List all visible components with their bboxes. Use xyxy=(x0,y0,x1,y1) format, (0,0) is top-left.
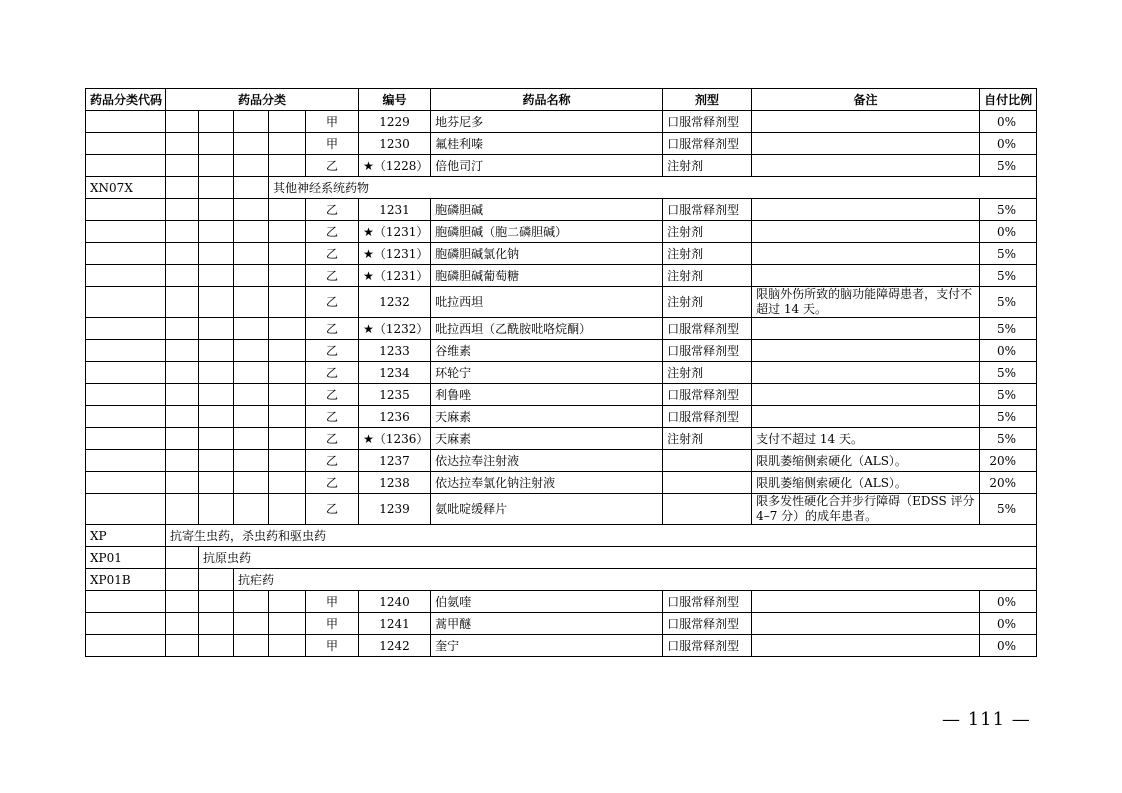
drug-number: 1238 xyxy=(359,472,431,494)
drug-class: 甲 xyxy=(306,133,359,155)
drug-number: ★（1231） xyxy=(359,243,431,265)
drug-name: 吡拉西坦 xyxy=(431,287,663,318)
empty-cell xyxy=(166,340,199,362)
drug-name: 地芬尼多 xyxy=(431,111,663,133)
empty-cell xyxy=(86,406,166,428)
drug-class: 乙 xyxy=(306,287,359,318)
empty-cell xyxy=(234,221,269,243)
empty-cell xyxy=(269,472,306,494)
empty-cell xyxy=(199,155,234,177)
drug-number: 1230 xyxy=(359,133,431,155)
drug-ratio: 0% xyxy=(980,340,1037,362)
empty-cell xyxy=(269,199,306,221)
drug-name: 胞磷胆碱 xyxy=(431,199,663,221)
category-code: XN07X xyxy=(86,177,166,199)
empty-cell xyxy=(86,221,166,243)
drug-class: 乙 xyxy=(306,221,359,243)
drug-number: 1229 xyxy=(359,111,431,133)
empty-cell xyxy=(86,635,166,657)
drug-name: 蒿甲醚 xyxy=(431,613,663,635)
drug-name: 氨吡啶缓释片 xyxy=(431,494,663,525)
category-name: 其他神经系统药物 xyxy=(269,177,1037,199)
drug-remark xyxy=(752,199,980,221)
empty-cell xyxy=(234,199,269,221)
empty-cell xyxy=(269,406,306,428)
category-name: 抗疟药 xyxy=(234,569,1037,591)
empty-cell xyxy=(234,243,269,265)
empty-cell xyxy=(269,133,306,155)
drug-name: 胞磷胆碱氯化钠 xyxy=(431,243,663,265)
drug-remark xyxy=(752,243,980,265)
drug-ratio: 0% xyxy=(980,613,1037,635)
empty-cell xyxy=(199,472,234,494)
drug-number: 1241 xyxy=(359,613,431,635)
empty-cell xyxy=(269,318,306,340)
drug-form: 注射剂 xyxy=(663,155,752,177)
drug-number: ★（1231） xyxy=(359,265,431,287)
empty-cell xyxy=(166,635,199,657)
drug-remark: 限多发性硬化合并步行障碍（EDSS 评分 4–7 分）的成年患者。 xyxy=(752,494,980,525)
header-name: 药品名称 xyxy=(431,89,663,111)
category-code: XP01B xyxy=(86,569,166,591)
drug-class: 乙 xyxy=(306,428,359,450)
empty-cell xyxy=(269,450,306,472)
drug-form: 注射剂 xyxy=(663,265,752,287)
empty-cell xyxy=(199,177,234,199)
empty-cell xyxy=(86,265,166,287)
drug-form: 注射剂 xyxy=(663,428,752,450)
drug-ratio: 0% xyxy=(980,111,1037,133)
empty-cell xyxy=(269,494,306,525)
drug-row xyxy=(86,340,1037,362)
empty-cell xyxy=(269,287,306,318)
empty-cell xyxy=(199,111,234,133)
drug-remark xyxy=(752,362,980,384)
drug-row xyxy=(86,199,1037,221)
empty-cell xyxy=(199,340,234,362)
empty-cell xyxy=(234,340,269,362)
empty-cell xyxy=(269,340,306,362)
empty-cell xyxy=(86,428,166,450)
drug-name: 氟桂利嗪 xyxy=(431,133,663,155)
drug-name: 胞磷胆碱（胞二磷胆碱） xyxy=(431,221,663,243)
drug-number: 1237 xyxy=(359,450,431,472)
drug-row xyxy=(86,243,1037,265)
empty-cell xyxy=(86,494,166,525)
header-code: 药品分类代码 xyxy=(86,89,166,111)
drug-number: 1236 xyxy=(359,406,431,428)
drug-remark xyxy=(752,221,980,243)
drug-ratio: 5% xyxy=(980,265,1037,287)
drug-number: 1234 xyxy=(359,362,431,384)
drug-row xyxy=(86,613,1037,635)
drug-remark xyxy=(752,384,980,406)
drug-class: 甲 xyxy=(306,613,359,635)
drug-ratio: 0% xyxy=(980,133,1037,155)
category-row xyxy=(86,525,1037,547)
drug-name: 依达拉奉注射液 xyxy=(431,450,663,472)
drug-ratio: 5% xyxy=(980,406,1037,428)
empty-cell xyxy=(199,494,234,525)
category-code: XP01 xyxy=(86,547,166,569)
drug-number: 1239 xyxy=(359,494,431,525)
empty-cell xyxy=(199,362,234,384)
drug-ratio: 5% xyxy=(980,362,1037,384)
drug-number: 1240 xyxy=(359,591,431,613)
drug-row xyxy=(86,221,1037,243)
drug-form: 口服常释剂型 xyxy=(663,111,752,133)
drug-number: ★（1228） xyxy=(359,155,431,177)
drug-form xyxy=(663,472,752,494)
empty-cell xyxy=(166,613,199,635)
drug-class: 乙 xyxy=(306,199,359,221)
empty-cell xyxy=(269,591,306,613)
drug-remark xyxy=(752,613,980,635)
drug-class: 乙 xyxy=(306,472,359,494)
empty-cell xyxy=(86,362,166,384)
drug-class: 乙 xyxy=(306,450,359,472)
empty-cell xyxy=(199,265,234,287)
drug-ratio: 5% xyxy=(980,243,1037,265)
drug-row xyxy=(86,450,1037,472)
drug-class: 甲 xyxy=(306,635,359,657)
drug-form xyxy=(663,450,752,472)
drug-class: 乙 xyxy=(306,318,359,340)
empty-cell xyxy=(199,428,234,450)
drug-class: 甲 xyxy=(306,111,359,133)
empty-cell xyxy=(234,177,269,199)
empty-cell xyxy=(234,287,269,318)
drug-class: 乙 xyxy=(306,340,359,362)
empty-cell xyxy=(234,450,269,472)
drug-row xyxy=(86,287,1037,318)
drug-name: 吡拉西坦（乙酰胺吡咯烷酮） xyxy=(431,318,663,340)
drug-ratio: 5% xyxy=(980,494,1037,525)
empty-cell xyxy=(199,133,234,155)
drug-form: 口服常释剂型 xyxy=(663,613,752,635)
drug-number: 1232 xyxy=(359,287,431,318)
empty-cell xyxy=(166,362,199,384)
drug-number: ★（1236） xyxy=(359,428,431,450)
drug-remark xyxy=(752,133,980,155)
drug-form: 口服常释剂型 xyxy=(663,199,752,221)
category-row xyxy=(86,547,1037,569)
drug-ratio: 20% xyxy=(980,472,1037,494)
empty-cell xyxy=(166,450,199,472)
drug-number: ★（1231） xyxy=(359,221,431,243)
category-name: 抗原虫药 xyxy=(199,547,1037,569)
empty-cell xyxy=(269,362,306,384)
empty-cell xyxy=(234,613,269,635)
empty-cell xyxy=(166,199,199,221)
empty-cell xyxy=(234,406,269,428)
header-ratio: 自付比例 xyxy=(980,89,1037,111)
drug-class: 乙 xyxy=(306,362,359,384)
drug-number: 1242 xyxy=(359,635,431,657)
empty-cell xyxy=(166,494,199,525)
empty-cell xyxy=(166,591,199,613)
drug-class: 乙 xyxy=(306,243,359,265)
category-row xyxy=(86,569,1037,591)
empty-cell xyxy=(166,287,199,318)
drug-form: 口服常释剂型 xyxy=(663,591,752,613)
drug-form: 注射剂 xyxy=(663,362,752,384)
drug-remark xyxy=(752,591,980,613)
empty-cell xyxy=(166,111,199,133)
table-header-row xyxy=(86,89,1037,111)
empty-cell xyxy=(199,613,234,635)
drug-name: 依达拉奉氯化钠注射液 xyxy=(431,472,663,494)
drug-remark: 限肌萎缩侧索硬化（ALS）。 xyxy=(752,450,980,472)
empty-cell xyxy=(199,318,234,340)
drug-remark xyxy=(752,406,980,428)
header-form: 剂型 xyxy=(663,89,752,111)
drug-form: 注射剂 xyxy=(663,221,752,243)
empty-cell xyxy=(199,450,234,472)
drug-remark xyxy=(752,155,980,177)
empty-cell xyxy=(86,472,166,494)
drug-ratio: 5% xyxy=(980,318,1037,340)
drug-form: 注射剂 xyxy=(663,243,752,265)
drug-remark xyxy=(752,340,980,362)
empty-cell xyxy=(234,384,269,406)
empty-cell xyxy=(166,569,199,591)
empty-cell xyxy=(199,569,234,591)
page-number: — 111 — xyxy=(942,709,1031,730)
empty-cell xyxy=(86,613,166,635)
category-name: 抗寄生虫药，杀虫药和驱虫药 xyxy=(166,525,1037,547)
empty-cell xyxy=(234,591,269,613)
empty-cell xyxy=(86,591,166,613)
empty-cell xyxy=(86,340,166,362)
drug-ratio: 0% xyxy=(980,221,1037,243)
empty-cell xyxy=(234,155,269,177)
header-number: 编号 xyxy=(359,89,431,111)
empty-cell xyxy=(269,384,306,406)
drug-name: 倍他司汀 xyxy=(431,155,663,177)
category-code: XP xyxy=(86,525,166,547)
drug-ratio: 5% xyxy=(980,155,1037,177)
drug-ratio: 20% xyxy=(980,450,1037,472)
empty-cell xyxy=(166,243,199,265)
drug-row xyxy=(86,591,1037,613)
drug-row xyxy=(86,362,1037,384)
drug-remark: 限脑外伤所致的脑功能障碍患者，支付不超过 14 天。 xyxy=(752,287,980,318)
empty-cell xyxy=(234,318,269,340)
drug-row xyxy=(86,111,1037,133)
drug-remark xyxy=(752,635,980,657)
drug-catalog-table xyxy=(85,88,1037,657)
empty-cell xyxy=(269,613,306,635)
empty-cell xyxy=(199,591,234,613)
empty-cell xyxy=(269,155,306,177)
category-row xyxy=(86,177,1037,199)
drug-ratio: 5% xyxy=(980,287,1037,318)
empty-cell xyxy=(166,406,199,428)
empty-cell xyxy=(199,635,234,657)
empty-cell xyxy=(199,406,234,428)
drug-ratio: 5% xyxy=(980,384,1037,406)
drug-class: 乙 xyxy=(306,494,359,525)
empty-cell xyxy=(166,265,199,287)
drug-remark: 支付不超过 14 天。 xyxy=(752,428,980,450)
drug-row xyxy=(86,494,1037,525)
empty-cell xyxy=(166,547,199,569)
drug-class: 乙 xyxy=(306,384,359,406)
empty-cell xyxy=(234,111,269,133)
drug-name: 谷维素 xyxy=(431,340,663,362)
empty-cell xyxy=(234,362,269,384)
drug-row xyxy=(86,428,1037,450)
empty-cell xyxy=(269,111,306,133)
drug-row xyxy=(86,155,1037,177)
empty-cell xyxy=(234,472,269,494)
drug-row xyxy=(86,472,1037,494)
empty-cell xyxy=(86,243,166,265)
drug-remark xyxy=(752,111,980,133)
empty-cell xyxy=(199,243,234,265)
empty-cell xyxy=(166,133,199,155)
empty-cell xyxy=(86,133,166,155)
empty-cell xyxy=(199,199,234,221)
drug-ratio: 0% xyxy=(980,635,1037,657)
empty-cell xyxy=(234,635,269,657)
empty-cell xyxy=(86,450,166,472)
empty-cell xyxy=(269,265,306,287)
drug-form: 口服常释剂型 xyxy=(663,318,752,340)
drug-ratio: 0% xyxy=(980,591,1037,613)
empty-cell xyxy=(86,384,166,406)
drug-class: 乙 xyxy=(306,155,359,177)
drug-name: 天麻素 xyxy=(431,428,663,450)
empty-cell xyxy=(269,243,306,265)
header-remark: 备注 xyxy=(752,89,980,111)
empty-cell xyxy=(199,287,234,318)
empty-cell xyxy=(86,111,166,133)
empty-cell xyxy=(166,472,199,494)
empty-cell xyxy=(166,428,199,450)
empty-cell xyxy=(86,155,166,177)
drug-name: 奎宁 xyxy=(431,635,663,657)
drug-form: 口服常释剂型 xyxy=(663,635,752,657)
drug-form: 注射剂 xyxy=(663,287,752,318)
empty-cell xyxy=(166,318,199,340)
drug-name: 天麻素 xyxy=(431,406,663,428)
empty-cell xyxy=(199,221,234,243)
drug-ratio: 5% xyxy=(980,428,1037,450)
header-category: 药品分类 xyxy=(166,89,359,111)
drug-ratio: 5% xyxy=(980,199,1037,221)
drug-remark: 限肌萎缩侧索硬化（ALS）。 xyxy=(752,472,980,494)
table-body xyxy=(86,111,1037,657)
empty-cell xyxy=(86,199,166,221)
drug-row xyxy=(86,265,1037,287)
drug-class: 乙 xyxy=(306,265,359,287)
drug-form: 口服常释剂型 xyxy=(663,406,752,428)
drug-name: 伯氨喹 xyxy=(431,591,663,613)
drug-remark xyxy=(752,265,980,287)
drug-row xyxy=(86,406,1037,428)
empty-cell xyxy=(234,428,269,450)
empty-cell xyxy=(86,287,166,318)
empty-cell xyxy=(166,384,199,406)
empty-cell xyxy=(166,221,199,243)
drug-form: 口服常释剂型 xyxy=(663,384,752,406)
drug-class: 甲 xyxy=(306,591,359,613)
drug-row xyxy=(86,635,1037,657)
empty-cell xyxy=(269,428,306,450)
drug-form xyxy=(663,494,752,525)
empty-cell xyxy=(269,635,306,657)
drug-name: 胞磷胆碱葡萄糖 xyxy=(431,265,663,287)
drug-number: ★（1232） xyxy=(359,318,431,340)
empty-cell xyxy=(234,494,269,525)
drug-row xyxy=(86,133,1037,155)
empty-cell xyxy=(269,221,306,243)
drug-number: 1233 xyxy=(359,340,431,362)
drug-name: 环轮宁 xyxy=(431,362,663,384)
drug-form: 口服常释剂型 xyxy=(663,133,752,155)
drug-number: 1235 xyxy=(359,384,431,406)
drug-form: 口服常释剂型 xyxy=(663,340,752,362)
empty-cell xyxy=(234,265,269,287)
drug-row xyxy=(86,318,1037,340)
drug-number: 1231 xyxy=(359,199,431,221)
drug-class: 乙 xyxy=(306,406,359,428)
empty-cell xyxy=(234,133,269,155)
drug-name: 利鲁唑 xyxy=(431,384,663,406)
drug-remark xyxy=(752,318,980,340)
drug-row xyxy=(86,384,1037,406)
empty-cell xyxy=(199,384,234,406)
empty-cell xyxy=(86,318,166,340)
empty-cell xyxy=(166,177,199,199)
empty-cell xyxy=(166,155,199,177)
